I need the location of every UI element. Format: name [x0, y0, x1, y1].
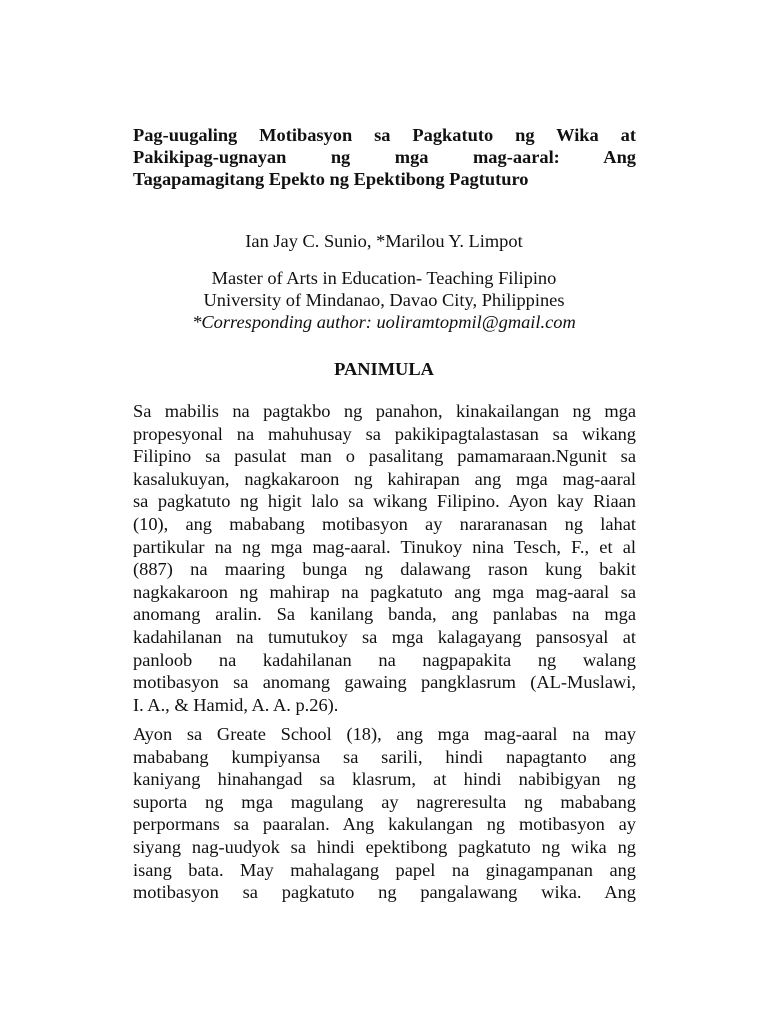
- paragraph-line: isang bata. May mahalagang papel na ginagampanan ang: [133, 859, 636, 880]
- paper-title: [133, 124, 636, 190]
- paragraph-line: perpormans sa paaralan. Ang kakulangan ng motibasyon ay: [133, 814, 636, 835]
- paragraph-line: (887) na maaring bunga ng dalawang rason kung bakit: [133, 559, 636, 580]
- paragraph-line: Ayon sa Greate School (18), ang mga mag-aaral na may: [133, 724, 636, 744]
- section-heading: PANIMULA: [334, 359, 434, 379]
- paragraph-line: Sa mabilis na pagtakbo ng panahon, kinakailangan ng mga: [133, 401, 636, 421]
- paragraph-line: motibasyon sa pagkatuto ng pangalawang wika. Ang: [133, 882, 636, 903]
- paragraph-line: (10), ang mababang motibasyon ay nararanasan ng lahat: [133, 513, 636, 534]
- paragraph-line: I. A., & Hamid, A. A. p.26).: [133, 694, 339, 715]
- paragraph-line: sa pagkatuto ng higit lalo sa wikang Filipino. Ayon kay Riaan: [133, 491, 636, 512]
- paragraph-line: suporta ng mga magulang ay nagreresulta ng mababang: [133, 791, 636, 812]
- title-line: Pag-uugaling Motibasyon sa Pagkatuto ng Wika at: [133, 125, 636, 145]
- author-list: Ian Jay C. Sunio, *Marilou Y. Limpot: [245, 231, 523, 251]
- paragraph-line: kasalukuyan, nagkakaroon ng kahirapan ang mga mag-aaral: [133, 468, 636, 489]
- affiliation-program: Master of Arts in Education- Teaching Filipino: [211, 268, 557, 288]
- paragraph-line: anomang aralin. Sa kanilang banda, ang panlabas na mga: [133, 604, 636, 625]
- paragraph-line: Filipino sa pasulat man o pasalitang pamamaraan.Ngunit sa: [133, 446, 636, 467]
- paragraph-line: partikular na ng mga mag-aaral. Tinukoy nina Tesch, F., et al: [133, 536, 636, 557]
- paragraph-line: siyang nag-uudyok sa hindi epektibong pagkatuto ng wika ng: [133, 836, 636, 857]
- paragraph-line: motibasyon sa anomang gawaing pangklasrum (AL-Muslawi,: [133, 672, 636, 693]
- affiliation-university: University of Mindanao, Davao City, Philippines: [203, 290, 565, 310]
- title-line: Tagapamagitang Epekto ng Epektibong Pagtuturo: [133, 169, 529, 189]
- paragraph-line: mababang kumpiyansa sa sarili, hindi napagtanto ang: [133, 746, 636, 767]
- paragraph-line: kadahilanan na tumutukoy sa mga kalagayang pansosyal at: [133, 626, 636, 647]
- affiliation-block: [0, 267, 768, 333]
- body-paragraph: [133, 723, 636, 904]
- title-line: Pakikipag-ugnayan ng mga mag-aaral: Ang: [133, 147, 636, 167]
- body-paragraph: [133, 400, 636, 716]
- paragraph-line: panloob na kadahilanan na nagpapakita ng walang: [133, 649, 636, 670]
- paragraph-line: propesyonal na mahuhusay sa pakikipagtalastasan sa wikang: [133, 423, 636, 444]
- corresponding-author: *Corresponding author: uoliramtopmil@gmail.com: [192, 312, 576, 332]
- paragraph-line: kaniyang hinahangad sa klasrum, at hindi nabibigyan ng: [133, 769, 636, 790]
- paragraph-line: nagkakaroon ng mahirap na pagkatuto ang mga mag-aaral sa: [133, 581, 636, 602]
